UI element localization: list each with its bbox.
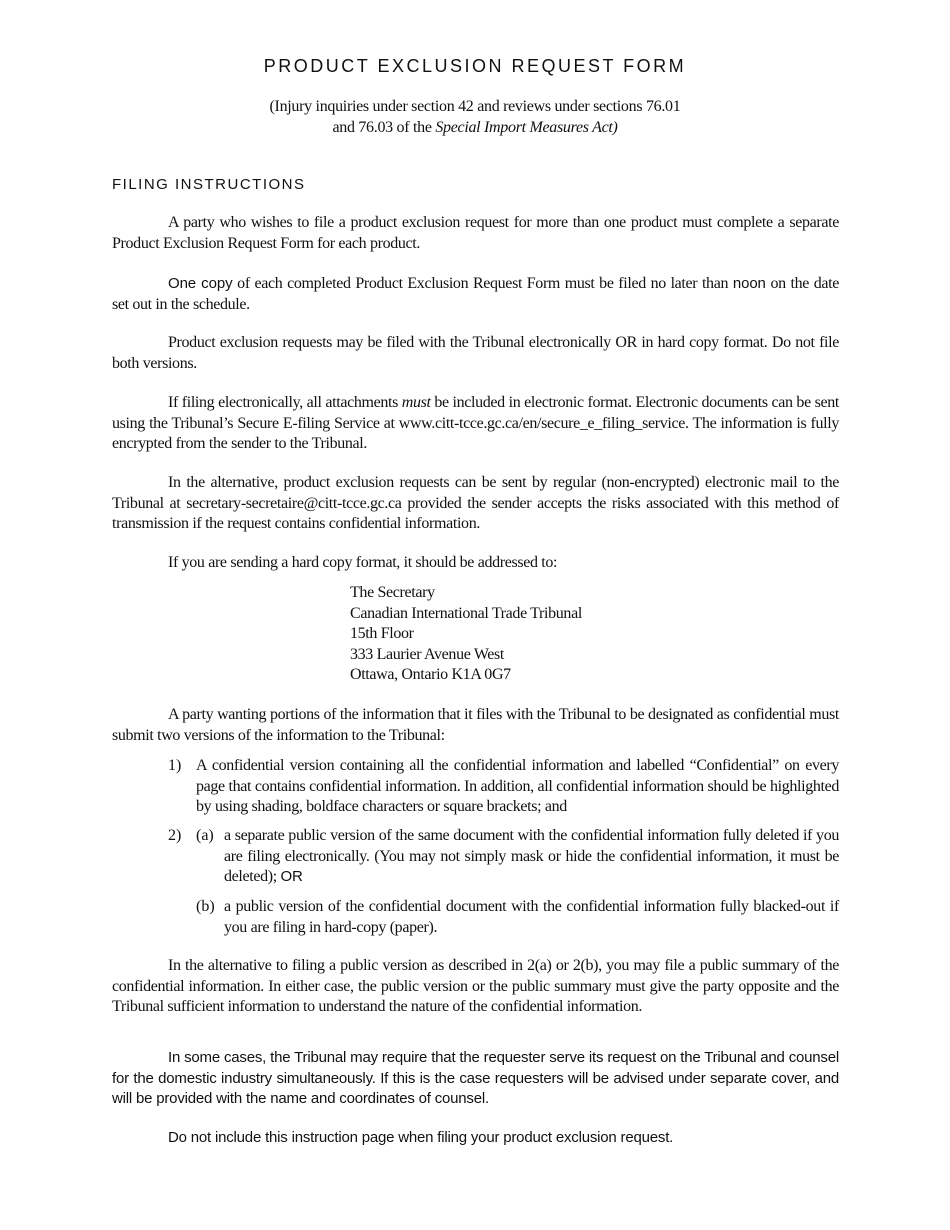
subtitle-line-2-prefix: and 76.03 of the bbox=[332, 119, 436, 136]
paragraph-do-not-include: Do not include this instruction page when filing your product exclusion request. bbox=[168, 1129, 674, 1146]
address-line: Ottawa, Ontario K1A 0G7 bbox=[350, 666, 511, 683]
list-item-public-version-paper: a public version of the confidential document with the confidential information fully blacked-out if you are filing in hard-copy (paper). bbox=[224, 898, 839, 936]
noon-emphasis: noon bbox=[732, 275, 766, 292]
one-copy-text: of each completed Product Exclusion Request Form must be filed no later than bbox=[232, 275, 733, 292]
paragraph-separate-forms: A party who wishes to file a product exclusion request for more than one product must complete a separate Product Exclusion Request Form for each product. bbox=[112, 214, 839, 252]
paragraph-serve-counsel: In some cases, the Tribunal may require that the requester serve its request on the Tribunal and counsel for the domestic industry simultaneously. If this is the case requesters will be advised under separate cover, and will be provided with the name and coordinates of counsel. bbox=[112, 1049, 839, 1107]
subtitle-line-2 bbox=[0, 117, 950, 138]
electronic-text-a: If filing electronically, all attachments bbox=[168, 394, 402, 411]
act-name: Special Import Measures Act) bbox=[435, 119, 618, 136]
list-item-public-version-electronic bbox=[224, 826, 839, 888]
section-heading: FILING INSTRUCTIONS bbox=[112, 176, 306, 193]
list-marker-2b: (b) bbox=[196, 898, 215, 915]
address-line: The Secretary bbox=[350, 584, 435, 601]
list-marker-2: 2) bbox=[168, 827, 182, 844]
paragraph-hard-copy: If you are sending a hard copy format, it should be addressed to: bbox=[168, 554, 558, 571]
paragraph-public-summary: In the alternative to filing a public version as described in 2(a) or 2(b), you may file a public summary of the confidential information. In either case, the public version or the public summary must give the party opposite and the Tribunal sufficient information to understand the nature of the confidential information. bbox=[112, 957, 839, 1015]
form-title: PRODUCT EXCLUSION REQUEST FORM bbox=[263, 56, 687, 76]
item-2a-text: a separate public version of the same document with the confidential information fully deleted if you are filing electronically. (You may not simply mask or hide the confidential information, it must be deleted); bbox=[224, 827, 839, 885]
address-line: Canadian International Trade Tribunal bbox=[350, 604, 582, 622]
form-subtitle bbox=[0, 96, 950, 138]
paragraph-electronic-filing bbox=[112, 393, 839, 455]
mailing-address bbox=[350, 583, 582, 686]
electronic-text-b: be included in electronic format. Electronic documents can be sent using the Tribunal’s Secure E-filing Service at www.citt-tcce.gc.ca/en/secure_e_filing_service. The information is fully encrypted from the sender to the Tribunal. bbox=[112, 394, 839, 452]
address-line: 333 Laurier Avenue West bbox=[350, 645, 505, 663]
address-line: 15th Floor bbox=[350, 625, 414, 642]
one-copy-emphasis: One copy bbox=[168, 275, 233, 292]
paragraph-email-alternative: In the alternative, product exclusion requests can be sent by regular (non-encrypted) electronic mail to the Tribunal at secretary-secretaire@citt-tcce.gc.ca provided the sender accepts the risks associated with this method of transmission if the request contains confidential information. bbox=[112, 474, 839, 532]
list-marker-2a: (a) bbox=[196, 827, 214, 844]
paragraph-one-copy bbox=[112, 274, 839, 315]
subtitle-line-1: (Injury inquiries under section 42 and reviews under sections 76.01 bbox=[269, 98, 681, 115]
paragraph-confidential-versions: A party wanting portions of the information that it files with the Tribunal to be designated as confidential must submit two versions of the information to the Tribunal: bbox=[112, 706, 839, 744]
paragraph-filing-format: Product exclusion requests may be filed with the Tribunal electronically OR in hard copy format. Do not file both versions. bbox=[112, 334, 839, 372]
one-copy-end: on the date set out in the schedule. bbox=[112, 275, 839, 313]
list-item-confidential-version: A confidential version containing all the confidential information and labelled “Confidential” on every page that contains confidential information. In addition, all confidential information should be highlighted by using shading, boldface characters or square brackets; and bbox=[196, 757, 839, 815]
or-emphasis: OR bbox=[280, 868, 303, 885]
list-marker-1: 1) bbox=[168, 757, 182, 774]
must-emphasis: must bbox=[401, 394, 431, 411]
